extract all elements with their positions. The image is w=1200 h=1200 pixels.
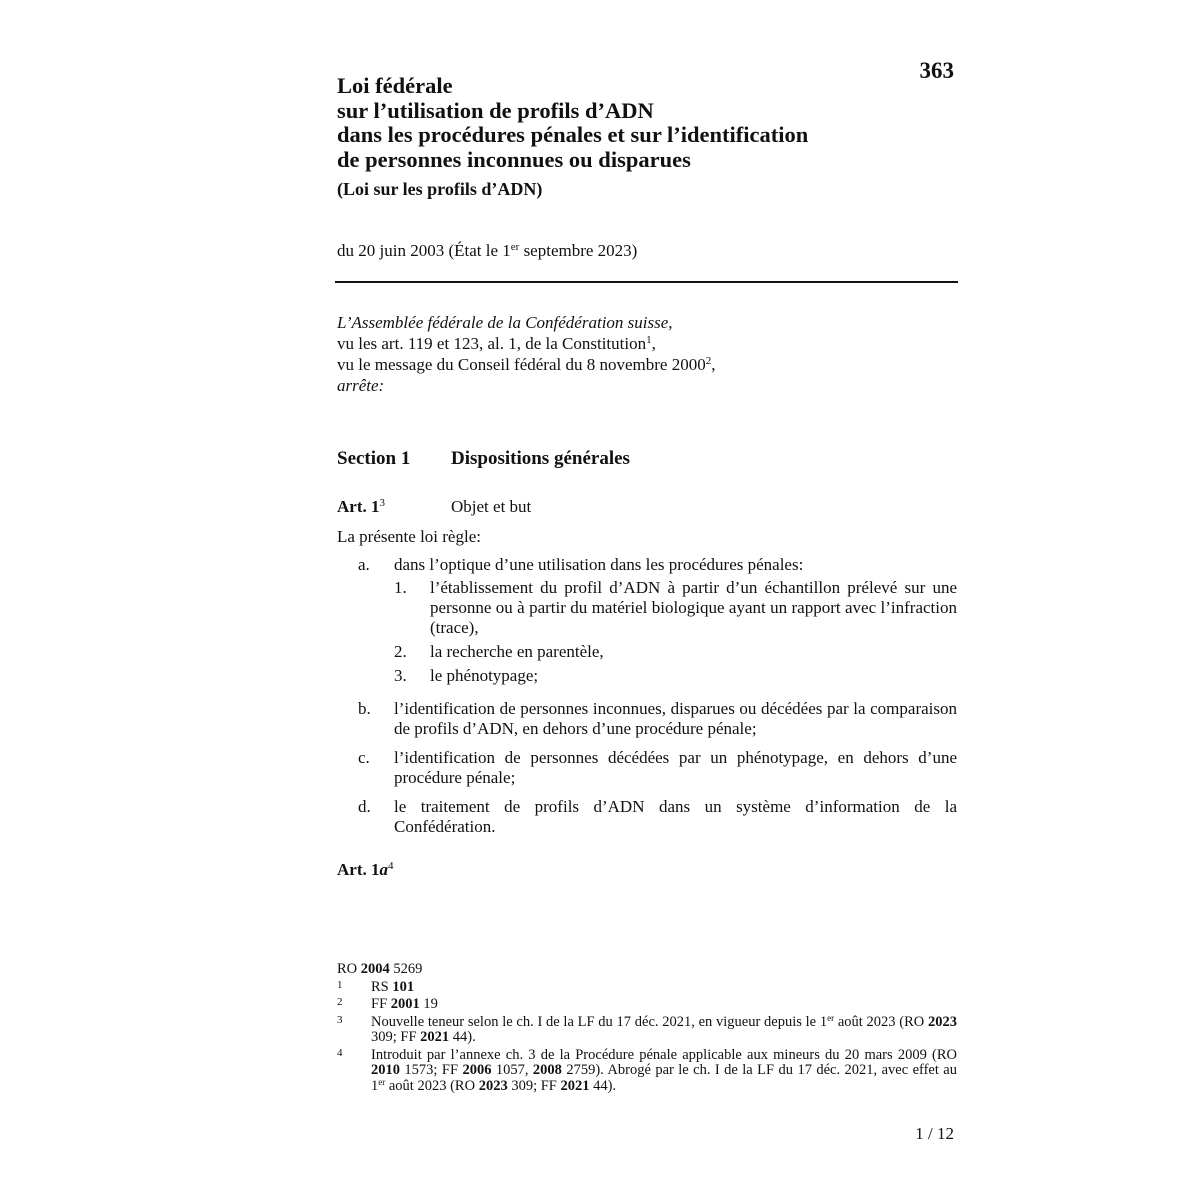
article-1a-heading: [337, 859, 957, 881]
footnote-text: FF: [371, 996, 391, 1012]
article-1-heading: [337, 496, 957, 518]
sub-list-item-text: le phénotypage;: [430, 666, 539, 685]
law-title-line: Loi fédérale: [337, 73, 453, 98]
footnote-ordinal: er: [378, 1076, 386, 1087]
ro-prefix: RO: [337, 961, 361, 977]
footnote-text: 2759). Abrogé par le ch. I de la LF du 17 déc. 2021, avec effet au 1: [371, 1062, 957, 1094]
footnote-text: 44).: [589, 1077, 617, 1094]
list-marker: c.: [358, 748, 370, 767]
footnote-bold: 2023: [478, 1077, 508, 1094]
footnote-ref-2[interactable]: 2: [705, 355, 712, 367]
law-title-line: de personnes inconnues ou disparues: [337, 146, 691, 172]
date-suffix: septembre 2023): [519, 241, 638, 260]
article-label: Art. 1: [337, 497, 380, 516]
list-item-text: le traitement de profils d’ADN dans un système d’information de la Confédération.: [394, 797, 957, 836]
footnote-ordinal: er: [827, 1012, 835, 1023]
footnote-ref-3[interactable]: 3: [379, 497, 385, 509]
spacer: [337, 690, 957, 699]
article-number: [337, 496, 451, 518]
sub-list-marker: 2.: [394, 642, 407, 661]
ro-page: 5269: [389, 961, 423, 977]
footnote-text: 309; FF: [507, 1077, 561, 1094]
footnote-bold: 101: [392, 978, 415, 995]
ro-year: 2004: [360, 961, 390, 977]
sub-list-item-text: la recherche en parentèle,: [430, 642, 604, 661]
list-item: [337, 699, 957, 739]
article-number: [337, 859, 451, 881]
article-title: Objet et but: [451, 497, 532, 516]
footnote-2: [337, 997, 957, 1013]
list-marker: b.: [358, 699, 371, 718]
sub-list-item-text: l’établissement du profil d’ADN à partir d’un échantillon prélevé sur une personne ou à partir du matériel biologique ayant un rapport avec l’infraction (trace),: [430, 578, 957, 637]
article-label: Art. 1: [337, 860, 380, 879]
footnotes: [337, 962, 957, 1096]
footnote-text: Nouvelle teneur selon le ch. I de la LF du 17 déc. 2021, en vigueur depuis le 1: [371, 1013, 828, 1030]
footnote-text: août 2023 (RO: [834, 1013, 928, 1030]
footnote-bold: 2008: [532, 1062, 562, 1078]
date-prefix: du 20 juin 2003 (État le 1: [337, 241, 511, 260]
footnote-mark: 2: [337, 996, 343, 1008]
preamble-message-text: vu le message du Conseil fédéral du 8 novembre 2000: [337, 355, 706, 374]
sub-list-item: [337, 642, 957, 662]
sub-list-item: [337, 666, 957, 686]
list-marker: d.: [358, 797, 371, 816]
sub-list-marker: 1.: [394, 578, 407, 597]
footnote-text: 19: [419, 996, 438, 1012]
sub-list-item: [337, 578, 957, 638]
footnote-ref-4[interactable]: 4: [387, 860, 394, 872]
law-title-line: dans les procédures pénales et sur l’identification: [337, 122, 809, 147]
footnote-bold: 2023: [928, 1013, 957, 1030]
footnote-bold: 2021: [420, 1029, 450, 1045]
title-divider: [335, 281, 958, 283]
section-title: Dispositions générales: [451, 448, 630, 469]
footnote-text: août 2023 (RO: [385, 1077, 479, 1094]
footnote-bold: 2006: [462, 1062, 492, 1078]
preamble-message: [337, 354, 957, 375]
footnote-text: 309; FF: [371, 1029, 421, 1045]
footnote-mark: 1: [337, 978, 343, 991]
page-number: 1 / 12: [915, 1124, 954, 1143]
date-ordinal: er: [510, 241, 520, 253]
section-label: Section 1: [337, 448, 411, 469]
preamble: [337, 312, 957, 396]
list-item-text: l’identification de personnes inconnues, disparues ou décédées par la comparaison de profils d’ADN, en dehors d’une procédure pénale;: [394, 699, 957, 738]
footnote-bold: 2021: [560, 1077, 590, 1094]
list-item: [337, 555, 957, 575]
preamble-constitution-text: vu les art. 119 et 123, al. 1, de la Constitution: [337, 334, 647, 353]
footnote-ref-1[interactable]: 1: [646, 334, 652, 346]
spacer: [337, 788, 957, 797]
sr-number: 363: [919, 58, 954, 83]
footnote-1: [337, 980, 957, 996]
date-line: [337, 240, 637, 262]
footnote-text: Introduit par l’annexe ch. 3 de la Procédure pénale applicable aux mineurs du 20 mars 2009 (RO: [371, 1046, 957, 1063]
footnote-text: RS: [371, 978, 393, 995]
short-title: (Loi sur les profils d’ADN): [337, 179, 543, 199]
footnote-text: 1573; FF: [400, 1062, 463, 1078]
ro-reference: [337, 962, 957, 978]
footnote-mark: 3: [337, 1013, 343, 1026]
section-heading: [337, 447, 957, 471]
preamble-punct: ,: [711, 355, 716, 374]
article-letter: a: [379, 860, 388, 879]
preamble-constitution: [337, 333, 957, 354]
list-item-text: dans l’optique d’une utilisation dans les procédures pénales:: [394, 555, 804, 574]
list-item-text: l’identification de personnes décédées par un phénotypage, en dehors d’une procédure pénale;: [394, 748, 957, 787]
preamble-punct: ,: [651, 334, 656, 353]
sub-list: [337, 578, 957, 686]
sub-list-marker: 3.: [394, 666, 407, 685]
list-marker: a.: [358, 555, 370, 574]
footnote-3: [337, 1012, 957, 1046]
preamble-decree: arrête:: [337, 376, 385, 395]
list-item: [337, 748, 957, 788]
law-title: [337, 74, 897, 172]
article-1-list: [337, 555, 957, 837]
footnote-bold: 2001: [390, 996, 420, 1012]
footnote-mark: 4: [337, 1046, 343, 1059]
list-item: [337, 797, 957, 837]
footnote-text: 1057,: [491, 1062, 533, 1078]
preamble-assembly: L’Assemblée fédérale de la Confédération suisse,: [337, 313, 673, 332]
law-title-line: sur l’utilisation de profils d’ADN: [337, 97, 654, 123]
article-intro: La présente loi règle:: [337, 527, 481, 546]
footnote-bold: 2010: [371, 1062, 400, 1078]
spacer: [337, 739, 957, 748]
footnote-text: 44).: [449, 1029, 476, 1045]
footnote-4: [337, 1048, 957, 1095]
